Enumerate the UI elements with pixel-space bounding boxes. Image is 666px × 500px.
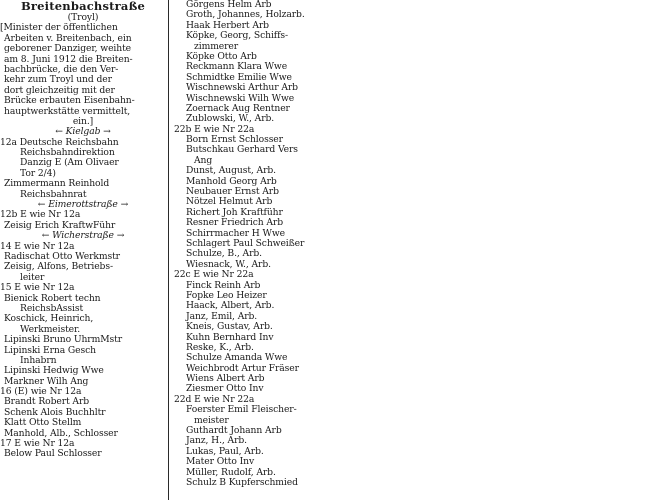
left-entry-line: Reichsbahndirektion <box>20 148 115 159</box>
left-entry-line: Bienick Robert techn <box>4 293 101 304</box>
right-entry-line: Richert Joh Kraftführ <box>186 207 283 218</box>
left-entries <box>0 13 166 460</box>
right-entry-line: Nötzel Helmut Arb <box>186 197 273 208</box>
left-entry-line: Zeisig, Alfons, Betriebs- <box>4 262 113 273</box>
left-entry-line: ← Eimerottstraße → <box>37 200 129 211</box>
right-entry-line: Resner Friedrich Arb <box>186 218 283 229</box>
right-entry-line: Schulze, B., Arb. <box>186 249 262 260</box>
right-entry-line: Weichbrodt Artur Fräser <box>186 363 299 374</box>
right-entry-line: Ziesmer Otto Inv <box>186 384 264 395</box>
right-entry-line: Butschkau Gerhard Vers <box>186 145 298 156</box>
right-entry-line: Wischnewski Arthur Arb <box>186 83 298 94</box>
left-entry-line: Lipinski Bruno UhrmMstr <box>4 335 123 346</box>
left-entry-line: [Minister der öffentlichen <box>0 23 118 34</box>
left-entry-line: Koschick, Heinrich, <box>4 314 94 325</box>
right-entry-line: Ang <box>194 155 213 166</box>
left-entry-line: am 8. Juni 1912 die Breiten- <box>4 54 133 65</box>
left-entry-line: Radischat Otto Werkmstr <box>4 251 120 262</box>
left-entry-line: 12a Deutsche Reichsbahn <box>0 137 119 148</box>
right-entry-line: 22d E wie Nr 22a <box>174 394 255 405</box>
left-entry-line: Reichsbahnrat <box>20 189 87 200</box>
left-entry-line: Danzig E (Am Olivaer <box>20 158 119 169</box>
right-entry-line: Neubauer Ernst Arb <box>186 187 279 198</box>
right-entry-line: Schulz B Kupferschmied <box>186 477 298 488</box>
left-entry-line: 12b E wie Nr 12a <box>0 210 81 221</box>
right-entry-line: Janz, Emil, Arb. <box>186 311 258 322</box>
right-entry-line: Lukas, Paul, Arb. <box>186 446 264 457</box>
right-entry-line: Köpke, Georg, Schiffs- <box>186 31 289 42</box>
left-entry-line: Brücke erbauten Eisenbahn- <box>4 96 135 107</box>
right-column <box>174 0 374 500</box>
right-entry-line: meister <box>194 415 229 426</box>
left-entry-line: kehr zum Troyl und der <box>4 75 112 86</box>
right-entry-line: Schirrmacher H Wwe <box>186 228 285 239</box>
left-entry-line: Markner Wilh Ang <box>4 376 89 387</box>
right-entries <box>174 0 374 488</box>
left-entry-line: Arbeiten v. Breitenbach, ein <box>4 33 132 44</box>
right-entry-line: Köpke Otto Arb <box>186 51 257 62</box>
right-entry-line: Foerster Emil Fleischer- <box>186 405 297 416</box>
left-entry-line: leiter <box>20 272 45 283</box>
right-entry-line: Zublowski, W., Arb. <box>186 114 275 125</box>
left-entry-line: Brandt Robert Arb <box>4 397 90 408</box>
left-entry-line: hauptwerkstätte vermittelt, <box>4 106 131 117</box>
right-entry-line: Finck Reinh Arb <box>186 280 261 291</box>
right-entry-line: Müller, Rudolf, Arb. <box>186 467 276 478</box>
left-entry-line: geborener Danziger, weihte <box>4 44 131 55</box>
left-entry-line: 16 (E) wie Nr 12a <box>0 387 82 398</box>
right-entry-line: 22c E wie Nr 22a <box>174 270 254 281</box>
right-entry-line: Dunst, August, Arb. <box>186 166 276 177</box>
right-entry-line: Schulze Amanda Wwe <box>186 353 288 364</box>
right-entry-line: Wischnewski Wilh Wwe <box>186 93 295 104</box>
right-entry-line: 22b E wie Nr 22a <box>174 124 255 135</box>
right-entry-line: Janz, H., Arb. <box>186 436 247 447</box>
right-entry-line: Reske, K., Arb. <box>186 342 254 353</box>
right-entry-line: Reckmann Klara Wwe <box>186 62 288 73</box>
left-column <box>0 0 166 500</box>
street-heading: Breitenbachstraße <box>20 0 146 13</box>
right-entry-line: Kneis, Gustav, Arb. <box>186 322 273 333</box>
left-entry-line: Below Paul Schlosser <box>4 449 102 460</box>
right-entry-line: Wiens Albert Arb <box>186 374 265 385</box>
left-entry-line: ← Wicherstraße → <box>41 231 125 242</box>
left-entry-line: ReichsbAssist <box>20 303 84 314</box>
right-entry-line: Manhold Georg Arb <box>186 176 277 187</box>
right-entry-line: Haack, Albert, Arb. <box>186 301 275 312</box>
left-entry-line: Werkmeister. <box>20 324 81 335</box>
right-entry-line: Groth, Johannes, Holzarb. <box>186 10 305 21</box>
right-entry-line: Wiesnack, W., Arb. <box>186 259 271 270</box>
left-entry-line: Klatt Otto Stellm <box>4 418 82 429</box>
right-entry-line: Mater Otto Inv <box>186 457 255 468</box>
left-entry-line: Tor 2/4) <box>20 168 56 179</box>
right-entry-line: zimmerer <box>194 41 239 52</box>
left-entry-line: (Troyl) <box>67 13 99 23</box>
right-entry-line: Fopke Leo Heizer <box>186 290 267 301</box>
left-entry-line: Zeisig Erich KraftwFühr <box>4 220 116 231</box>
left-entry-line: dort gleichzeitig mit der <box>4 85 115 96</box>
left-entry-line: Zimmermann Reinhold <box>4 179 110 190</box>
right-entry-line: Schmidtke Emilie Wwe <box>186 72 292 83</box>
right-entry-line: Kuhn Bernhard Inv <box>186 332 274 343</box>
right-entry-line: Görgens Helm Arb <box>186 0 272 10</box>
left-entry-line: Schenk Alois Buchhltr <box>4 407 106 418</box>
right-entry-line: Born Ernst Schlosser <box>186 135 283 146</box>
left-entry-line: 17 E wie Nr 12a <box>0 439 75 450</box>
left-entry-line: ein.] <box>72 116 94 127</box>
right-entry-line: Guthardt Johann Arb <box>186 426 282 437</box>
column-divider <box>168 0 169 500</box>
left-entry-line: bachbrücke, die den Ver- <box>4 64 119 75</box>
left-entry-line: 15 E wie Nr 12a <box>0 283 75 294</box>
right-entry-line: Haak Herbert Arb <box>186 20 269 31</box>
left-entry-line: Lipinski Hedwig Wwe <box>4 366 104 377</box>
left-entry-line: ← Kielgab → <box>55 127 111 138</box>
right-entry-line: Schlagert Paul Schweißer <box>186 238 305 249</box>
right-entry-line: Zoernack Aug Rentner <box>186 103 290 114</box>
left-entry-line: Manhold, Alb., Schlosser <box>4 428 118 439</box>
left-entry-line: Inhabrn <box>20 355 57 366</box>
left-entry-line: Lipinski Erna Gesch <box>4 345 96 356</box>
left-entry-line: 14 E wie Nr 12a <box>0 241 75 252</box>
